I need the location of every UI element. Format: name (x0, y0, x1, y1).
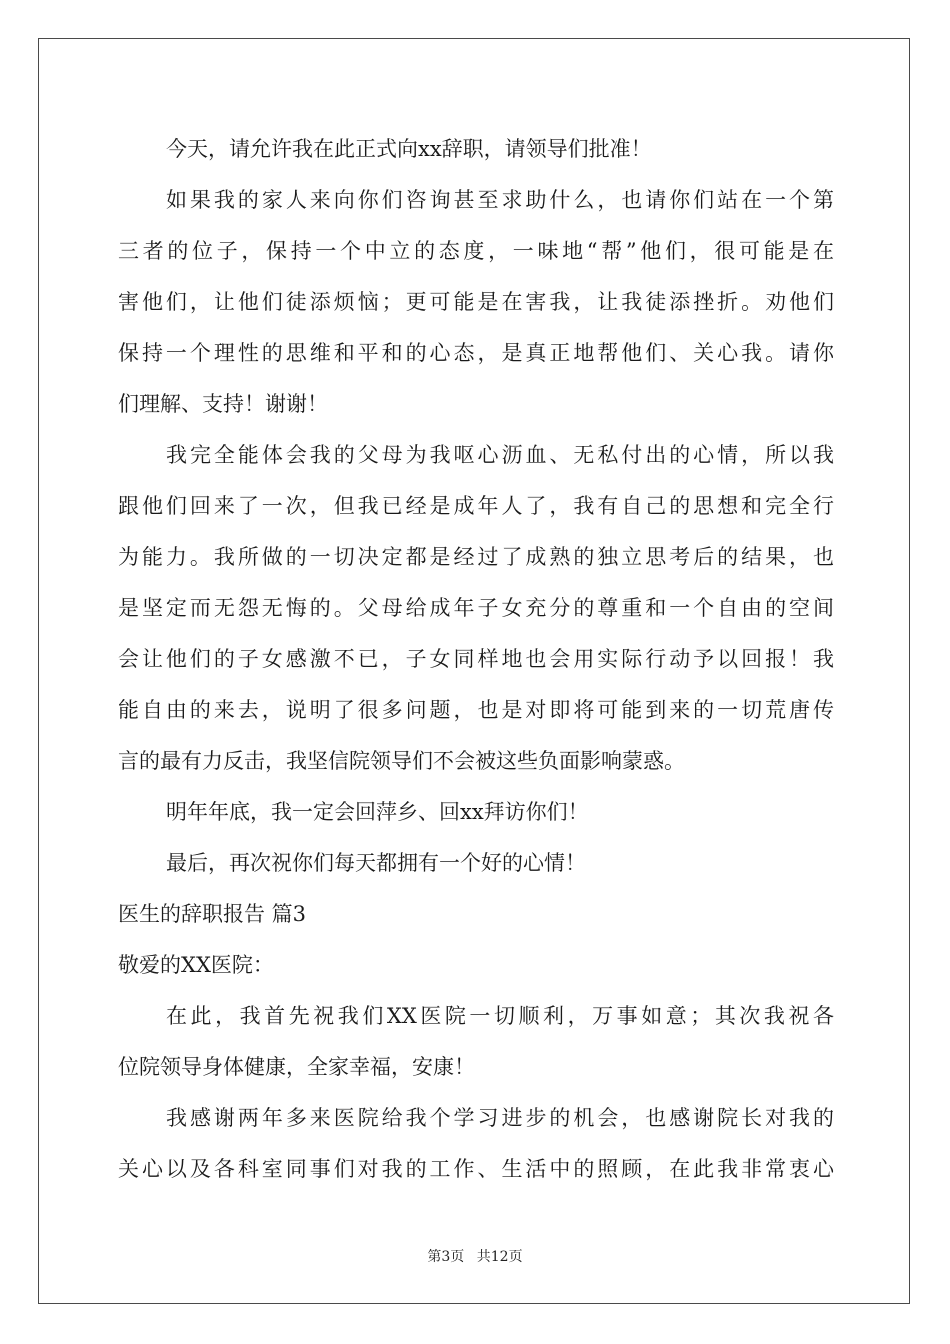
paragraph-line: 最后，再次祝你们每天都拥有一个好的心情！ (166, 851, 586, 875)
paragraph-line: 我感谢两年多来医院给我个学习进步的机会，也感谢院长对我的 (166, 1106, 834, 1130)
paragraph-line: 跟他们回来了一次，但我已经是成年人了，我有自己的思想和完全行 (118, 494, 834, 518)
page-number: 第3页 (427, 1249, 465, 1265)
document-body (118, 124, 834, 1195)
paragraph-line: 在此，我首先祝我们XX医院一切顺利，万事如意；其次我祝各 (166, 1004, 834, 1028)
section-title: 医生的辞职报告 篇3 (118, 902, 307, 926)
paragraph-line: 害他们，让他们徒添烦恼；更可能是在害我，让我徒添挫折。劝他们 (118, 290, 834, 314)
paragraph-line: 是坚定而无怨无悔的。父母给成年子女充分的尊重和一个自由的空间 (118, 596, 834, 620)
paragraph-line: 为能力。我所做的一切决定都是经过了成熟的独立思考后的结果，也 (118, 545, 834, 569)
paragraph-line: 能自由的来去，说明了很多问题，也是对即将可能到来的一切荒唐传 (118, 698, 834, 722)
paragraph-line: 保持一个理性的思维和平和的心态，是真正地帮他们、关心我。请你 (118, 341, 834, 365)
paragraph-line: 们理解、支持！谢谢！ (118, 392, 328, 416)
paragraph-line: 三者的位子，保持一个中立的态度，一味地“帮”他们，很可能是在 (118, 239, 834, 263)
paragraph-line: 言的最有力反击，我坚信院领导们不会被这些负面影响蒙惑。 (118, 749, 685, 773)
salutation: 敬爱的XX医院： (118, 953, 274, 977)
page-footer (0, 1246, 950, 1266)
page-total: 共12页 (476, 1249, 523, 1265)
paragraph-line: 位院领导身体健康，全家幸福，安康！ (118, 1055, 475, 1079)
paragraph-line: 会让他们的子女感激不已，子女同样地也会用实际行动予以回报！我 (118, 647, 834, 671)
paragraph-line: 关心以及各科室同事们对我的工作、生活中的照顾，在此我非常衷心 (118, 1157, 834, 1181)
paragraph-line: 我完全能体会我的父母为我呕心沥血、无私付出的心情，所以我 (166, 443, 834, 467)
paragraph-line: 明年年底，我一定会回萍乡、回xx拜访你们！ (166, 800, 589, 824)
paragraph-line: 今天，请允许我在此正式向xx辞职，请领导们批准！ (166, 137, 652, 161)
paragraph-line: 如果我的家人来向你们咨询甚至求助什么，也请你们站在一个第 (166, 188, 834, 212)
